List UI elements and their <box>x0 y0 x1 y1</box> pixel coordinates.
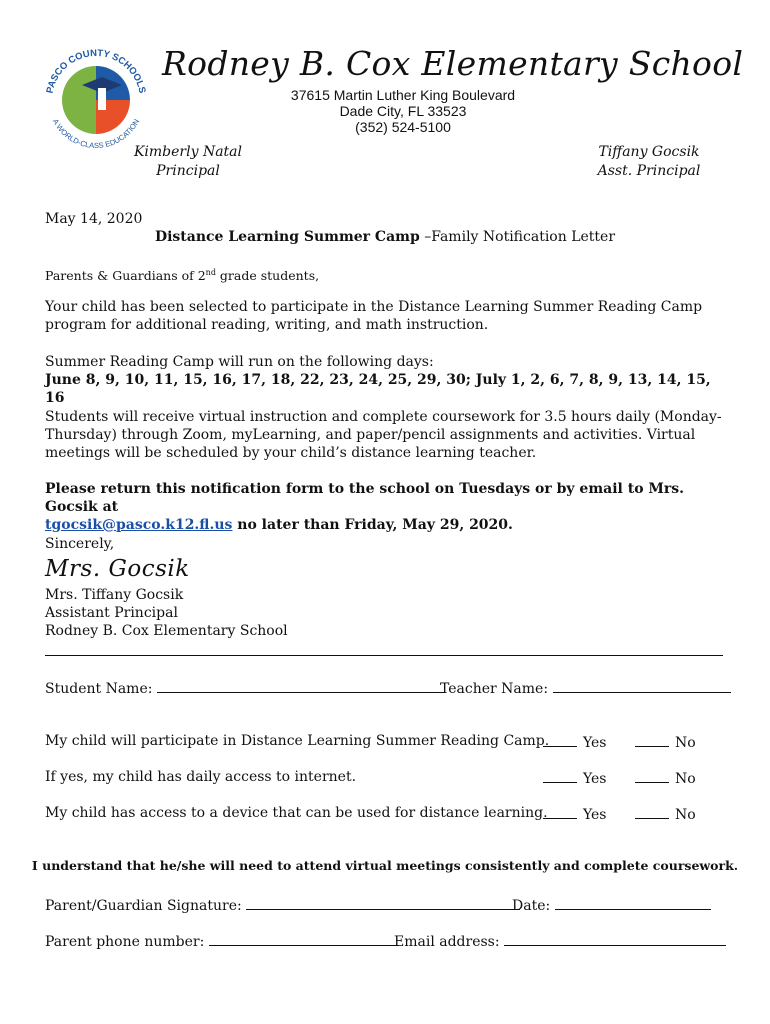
guardian-signature-field[interactable] <box>246 895 520 910</box>
return-deadline: no later than Friday, May 29, 2020. <box>232 517 513 533</box>
question-text: If yes, my child has daily access to internet. <box>45 769 357 785</box>
no-blank[interactable] <box>635 769 669 783</box>
no-blank[interactable] <box>635 733 669 747</box>
salutation-text: Parents & Guardians of 2 <box>45 268 206 284</box>
signer-school: Rodney B. Cox Elementary School <box>45 623 288 639</box>
question-text: My child has access to a device that can be used for distance learning. <box>45 805 548 821</box>
answer-yes[interactable] <box>543 805 607 823</box>
letter-date: May 14, 2020 <box>45 211 143 227</box>
return-instructions <box>45 480 735 534</box>
principal-title: Principal <box>156 163 220 179</box>
teacher-name-field[interactable] <box>553 678 731 693</box>
paragraph-instruction: Students will receive virtual instruction and complete coursework for 3.5 hours daily (Monday-Thursday) through Zoom, myLearning, and paper/pencil assignments and activities. Virtual meetings will be scheduled by your child’s distance learning teacher. <box>45 409 722 461</box>
salutation <box>45 264 735 285</box>
address-line-2: Dade City, FL 33523 <box>339 103 467 119</box>
teacher-name-label: Teacher Name: <box>440 681 549 697</box>
parent-phone-field[interactable] <box>209 931 399 946</box>
subject-rest: –Family Notification Letter <box>419 229 616 245</box>
salutation-text-end: grade students, <box>215 268 320 284</box>
principal-name: Kimberly Natal <box>133 144 243 160</box>
paragraph-camp-days-intro: Summer Reading Camp will run on the following days: <box>45 354 434 370</box>
yes-label: Yes <box>583 735 607 751</box>
address-line-1: 37615 Martin Luther King Boulevard <box>290 87 516 103</box>
asst-principal-name: Tiffany Gocsik <box>598 144 700 160</box>
form-divider <box>45 655 723 656</box>
answer-yes[interactable] <box>543 769 607 787</box>
yes-blank[interactable] <box>543 805 577 819</box>
email-label: Email address: <box>394 934 500 950</box>
yes-blank[interactable] <box>543 733 577 747</box>
question-row <box>45 805 548 821</box>
logo-arc-bottom: A WORLD-CLASS EDUCATION <box>50 117 142 151</box>
asst-principal-title: Asst. Principal <box>597 163 701 179</box>
no-label: No <box>675 807 696 823</box>
question-row <box>45 769 356 785</box>
student-name-field[interactable] <box>157 678 445 693</box>
student-name-label: Student Name: <box>45 681 153 697</box>
date-label: Date: <box>512 898 551 914</box>
guardian-signature-label: Parent/Guardian Signature: <box>45 898 242 914</box>
answer-yes[interactable] <box>543 733 607 751</box>
teacher-name-row <box>440 678 731 697</box>
principal-block <box>120 143 256 181</box>
email-field[interactable] <box>504 931 726 946</box>
closing: Sincerely, <box>45 536 115 552</box>
no-label: No <box>675 735 696 751</box>
return-text: Please return this notification form to the school on Tuesdays or by email to Mrs. Gocsik at <box>45 481 685 515</box>
yes-label: Yes <box>583 807 607 823</box>
salutation-sup: nd <box>205 268 216 277</box>
school-name: Rodney B. Cox Elementary School <box>162 44 744 83</box>
logo-arc-top: PASCO COUNTY SCHOOLS <box>44 47 148 95</box>
answer-no[interactable] <box>635 733 696 751</box>
letter-subject <box>0 229 770 245</box>
asst-principal-block <box>590 143 708 181</box>
no-blank[interactable] <box>635 805 669 819</box>
paragraph-selected: Your child has been selected to participate in the Distance Learning Summer Reading Camp program for additional reading, writing, and math instruction. <box>45 299 703 333</box>
date-field[interactable] <box>555 895 711 910</box>
answer-no[interactable] <box>635 805 696 823</box>
email-row <box>394 931 726 950</box>
acknowledgement: I understand that he/she will need to attend virtual meetings consistently and complete coursework. <box>31 858 739 873</box>
question-row <box>45 733 549 749</box>
parent-phone-row <box>45 931 399 950</box>
camp-dates: June 8, 9, 10, 11, 15, 16, 17, 18, 22, 23, 24, 25, 29, 30; July 1, 2, 6, 7, 8, 9, 13, 14, 15, 16 <box>45 372 711 406</box>
no-label: No <box>675 771 696 787</box>
signer-block <box>45 586 735 640</box>
yes-label: Yes <box>583 771 607 787</box>
contact-email-link[interactable]: tgocsik@pasco.k12.fl.us <box>45 517 233 533</box>
student-name-row <box>45 678 445 697</box>
school-phone: (352) 524-5100 <box>355 119 451 135</box>
yes-blank[interactable] <box>543 769 577 783</box>
parent-phone-label: Parent phone number: <box>45 934 205 950</box>
signature-image: Mrs. Gocsik <box>45 556 190 582</box>
school-district-logo <box>38 40 154 156</box>
guardian-signature-row <box>45 895 520 914</box>
answer-no[interactable] <box>635 769 696 787</box>
question-text: My child will participate in Distance Learning Summer Reading Camp. <box>45 733 550 749</box>
signer-name: Mrs. Tiffany Gocsik <box>45 587 184 603</box>
subject-title: Distance Learning Summer Camp <box>154 229 420 245</box>
signer-title: Assistant Principal <box>45 605 178 621</box>
date-row <box>512 895 711 914</box>
